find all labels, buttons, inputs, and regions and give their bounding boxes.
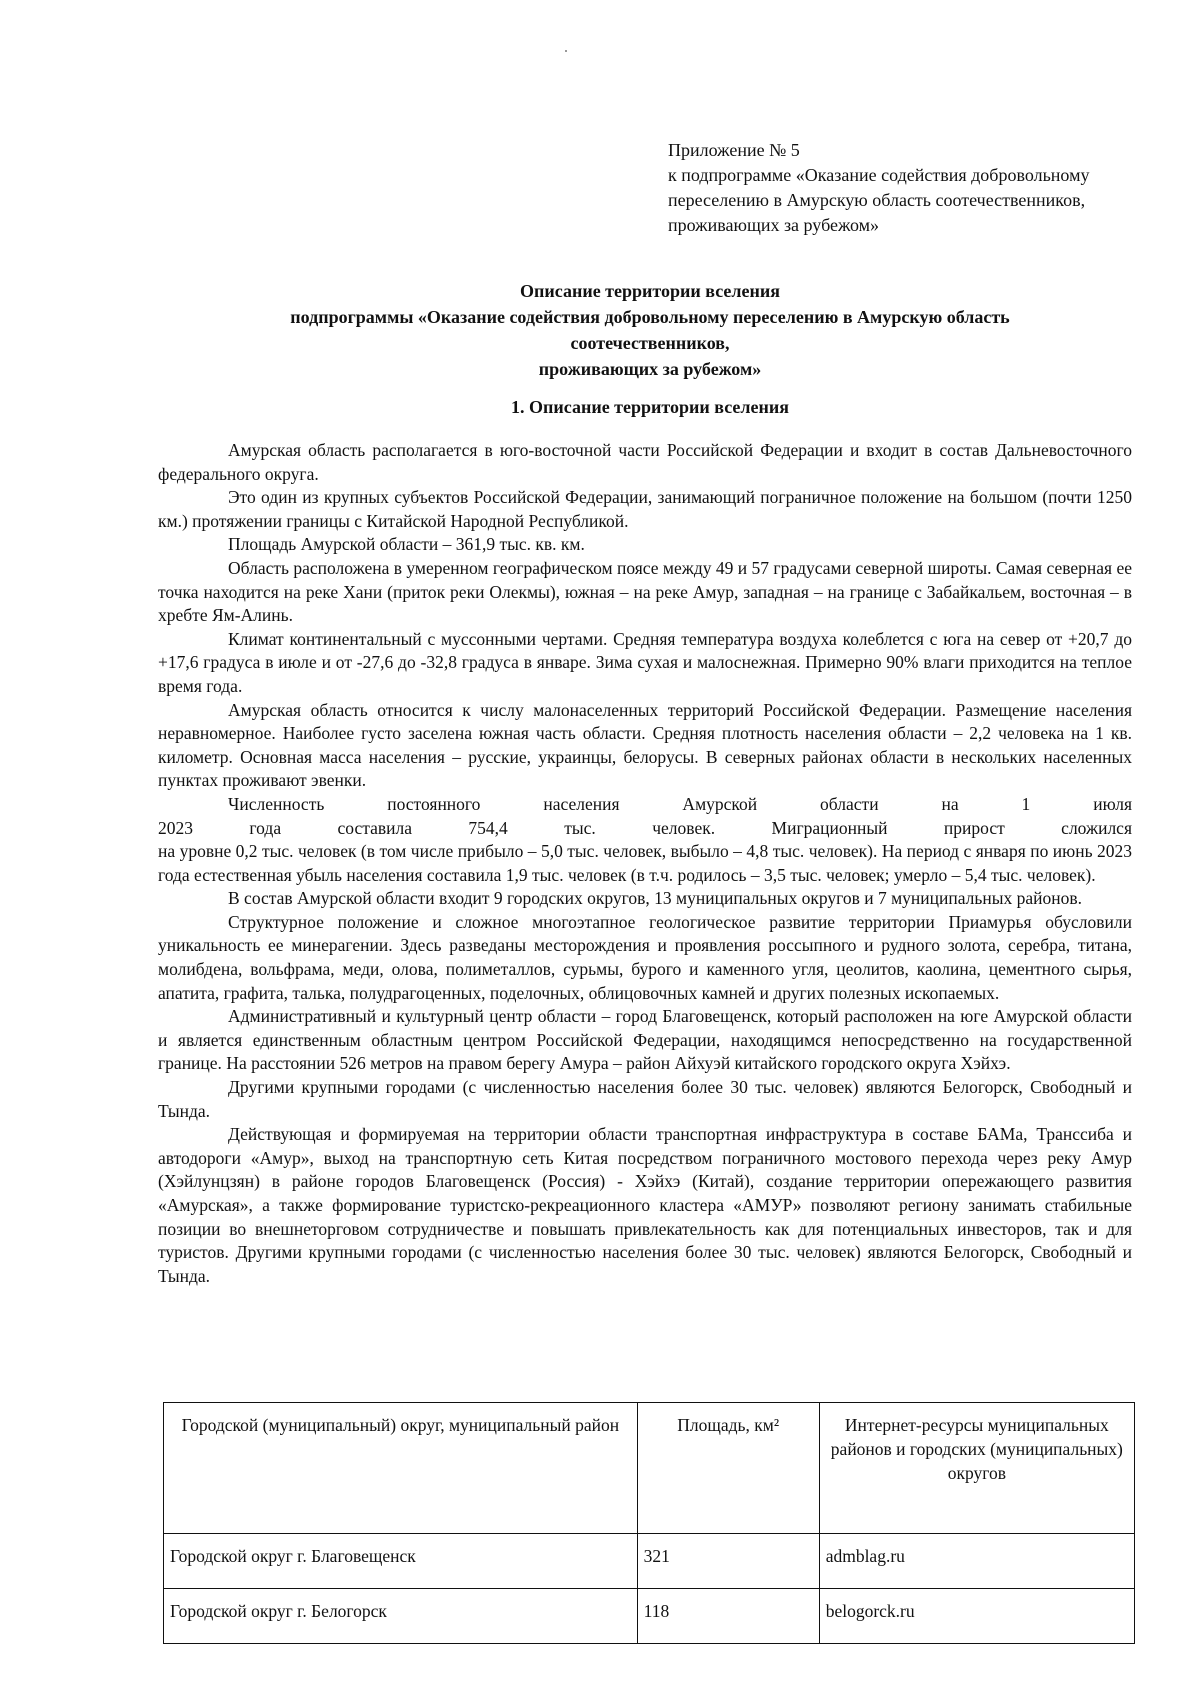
- header-district: Городской (муниципальный) округ, муниципальный район: [164, 1403, 638, 1534]
- cell-district: Городской округ г. Благовещенск: [164, 1534, 638, 1589]
- paragraph: Амурская область располагается в юго-восточной части Российской Федерации и входит в состав Дальневосточного федерального округа.: [158, 440, 1132, 484]
- title-line: Описание территории вселения: [520, 281, 780, 301]
- section-heading: 1. Описание территории вселения: [511, 397, 789, 417]
- table-header-row: [164, 1403, 1135, 1534]
- cell-district: Городской округ г. Белогорск: [164, 1589, 638, 1644]
- population-rest: на уровне 0,2 тыс. человек (в том числе прибыло – 5,0 тыс. человек, выбыло – 4,8 тыс. человек). На период с января по июнь 2023 года естественная убыль населения составила 1,9 тыс. человек (в т.ч. родилось – 3,5 тыс. человек; умерло – 5,4 тыс. человек).: [158, 841, 1132, 885]
- paragraph: Структурное положение и сложное многоэтапное геологическое развитие территории Приамурья обусловили уникальность ее минерагении. Здесь разведаны месторождения и проявления россыпного и рудного золота, серебра, титана, молибдена, вольфрама, меди, олова, полиметаллов, сурьмы, бурого и каменного угля, цеолитов, каолина, цементного сырья, апатита, графита, талька, полудрагоценных, поделочных, облицовочных камней и других полезных ископаемых.: [158, 911, 1132, 1003]
- document-title: [150, 278, 1150, 382]
- table-row: [164, 1589, 1135, 1644]
- appendix-line: переселению в Амурскую область соотечественников,: [668, 190, 1086, 210]
- table-row: [164, 1534, 1135, 1589]
- cell-website: belogorck.ru: [819, 1589, 1134, 1644]
- cell-area: 118: [637, 1589, 819, 1644]
- paragraph: В состав Амурской области входит 9 городских округов, 13 муниципальных округов и 7 муниципальных районов.: [228, 888, 1083, 909]
- body-text: [158, 439, 1132, 1288]
- appendix-header: [668, 138, 1168, 238]
- paragraph: Это один из крупных субъектов Российской Федерации, занимающий пограничное положение на большом (почти 1250 км.) протяжении границы с Китайской Народной Республикой.: [158, 487, 1132, 531]
- scan-dot: [565, 50, 567, 52]
- districts-table: [163, 1402, 1135, 1644]
- header-area: Площадь, км²: [637, 1403, 819, 1534]
- paragraph: Амурская область относится к числу малонаселенных территорий Российской Федерации. Размещение населения неравномерное. Наиболее густо заселена южная часть области. Средняя плотность населения области – 2,2 человека на 1 кв. километр. Основная масса населения – русские, украинцы, белорусы. В северных районах области в нескольких населенных пунктах проживают эвенки.: [158, 699, 1132, 791]
- header-internet-resources: Интернет-ресурсы муниципальных районов и городских (муниципальных) округов: [819, 1403, 1134, 1534]
- appendix-line: проживающих за рубежом»: [668, 215, 880, 235]
- appendix-number: Приложение № 5: [668, 140, 800, 160]
- paragraph: Другими крупными городами (с численностью населения более 30 тыс. человек) являются Белогорск, Свободный и Тында.: [158, 1077, 1132, 1121]
- paragraph: Площадь Амурской области – 361,9 тыс. кв. км.: [228, 534, 585, 555]
- paragraph: Климат континентальный с муссонными чертами. Средняя температура воздуха колеблется с юга на север от +20,7 до +17,6 градуса в июле и от -27,6 до -32,8 градуса в январе. Зима сухая и малоснежная. Примерно 90% влаги приходится на теплое время года.: [158, 628, 1132, 696]
- paragraph: Действующая и формируемая на территории области транспортная инфраструктура в составе БАМа, Транссиба и автодороги «Амур», выход на транспортную сеть Китая посредством пограничного мостового перехода через реку Амур (Хэйлунцзян) в районе городов Благовещенск (Россия) - Хэйхэ (Китай), создание территории опережающего развития «Амурская», а также формирование туристско-рекреационного кластера «АМУР» позволяют региону занимать стабильные позиции во внешнеторговом сотрудничестве и повышать привлекательность как для потенциальных инвесторов, так и для туристов. Другими крупными городами (с численностью населения более 30 тыс. человек) являются Белогорск, Свободный и Тында.: [158, 1124, 1132, 1286]
- population-line-1: Численность постоянного населения Амурской области на 1 июля: [228, 793, 1132, 814]
- population-line-2: 2023 года составила 754,4 тыс. человек. Миграционный прирост сложился: [158, 817, 1132, 838]
- appendix-line: к подпрограмме «Оказание содействия добровольному: [668, 165, 1090, 185]
- paragraph: Административный и культурный центр области – город Благовещенск, который расположен на юге Амурской области и является единственным областным центром Российской Федерации, находящимся непосредственно на государственной границе. На расстоянии 526 метров на правом берегу Амура – район Айхуэй китайского городского округа Хэйхэ.: [158, 1006, 1132, 1074]
- cell-area: 321: [637, 1534, 819, 1589]
- title-line: соотечественников,: [570, 333, 730, 353]
- title-line: проживающих за рубежом»: [538, 359, 762, 379]
- paragraph: Область расположена в умеренном географическом поясе между 49 и 57 градусами северной широты. Самая северная ее точка находится на реке Хани (приток реки Олекмы), южная – на реке Амур, западная – на границе с Забайкальем, восточная – в хребте Ям-Алинь.: [158, 557, 1132, 626]
- title-line: подпрограммы «Оказание содействия добровольному переселению в Амурскую область: [290, 307, 1010, 327]
- cell-website: admblag.ru: [819, 1534, 1134, 1589]
